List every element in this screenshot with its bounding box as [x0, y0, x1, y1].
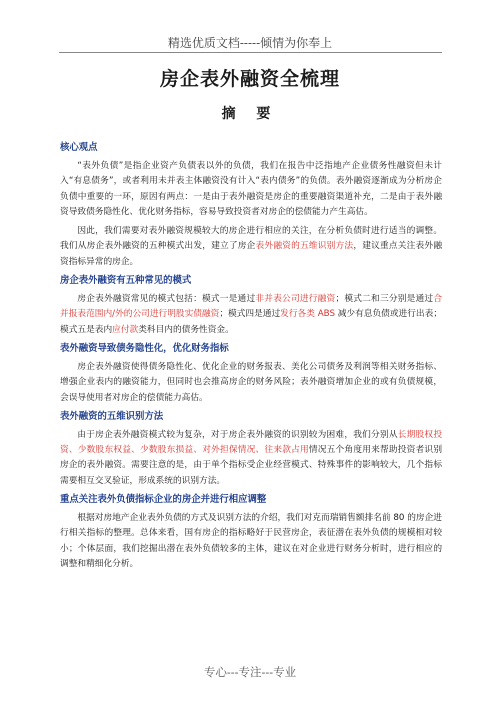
paragraph-text: 类科目内的债务性资金。	[138, 324, 234, 335]
highlighted-text: 非并表公司进行融资	[255, 294, 336, 305]
paragraph-text: 根据对房地产企业表外负债的方式及识别方法的介绍，我们对克而瑞销售额排名前 80 的房企进行相关指标的整理。总体来看，国有房企的指标略好于民营房企，表征潜在表外负债的规模相对较小；个体层面，我们挖掘出潜在表外负债较多的主体，建议在对企业进行财务分析时，进行相应的调整和精细化分析。	[60, 513, 442, 569]
paragraph-text: 房企表外融资常见的模式包括：模式一是通过	[77, 294, 256, 305]
highlighted-text: 发行各类 ABS	[280, 309, 335, 320]
header-divider	[59, 52, 442, 53]
paragraph	[60, 360, 442, 406]
paragraph	[60, 224, 442, 270]
abstract-heading: 摘 要	[221, 106, 279, 122]
paragraph-text: 由于房企表外融资模式较为复杂，对于房企表外融资的识别较为困难，我们分别从	[77, 429, 398, 440]
paragraph-text: “表外负债”是指企业资产负债表以外的负债，我们在报告中泛指地产企业债务性融资但未计入“有息债务”，或者利用未并表主体融资没有计入“表内债务”的负债。表外融资逐渐成为分析房企负债中重要的一环，原因有两点：一是由于表外融资是房企的重要融资渠道补充，二是由于表外融资导致债务隐性化、优化财务指标，容易导致投资者对房企的偿债能力产生高估。	[60, 161, 442, 217]
paragraph	[60, 292, 442, 338]
paragraph	[60, 511, 442, 572]
paragraph-text: ，建议重点关注表外融资指标异常的房企。	[60, 241, 443, 267]
paragraph	[60, 159, 442, 220]
paragraph-text: ；模式二和三分别是通过	[335, 294, 434, 305]
paragraph-text: 减少有息负债或进行出表；模式五是表内	[60, 309, 443, 335]
highlighted-text: 合并报表范围内/外的公司进行明股实债融资	[60, 294, 443, 320]
document-title: 房企表外融资全梳理	[159, 68, 340, 90]
document-body	[60, 142, 442, 577]
page-footer: 专心---专注---专业	[203, 665, 297, 679]
section-heading-core-views: 核心观点	[60, 142, 98, 153]
paragraph	[60, 428, 442, 489]
highlighted-text: 表外融资的五维识别方法	[255, 241, 354, 252]
section-heading-identification-method: 表外融资的五维识别方法	[60, 410, 164, 422]
page-header: 精选优质文档-----倾情为你奉上	[167, 36, 333, 50]
paragraph-text: ；模式四是通过	[219, 309, 281, 320]
highlighted-text: 长期股权投资、少数股东权益、少数股东损益、对外担保情况、往来款占用	[60, 429, 443, 456]
section-heading-key-focus: 重点关注表外负债指标企业的房企并进行相应调整	[60, 494, 267, 506]
paragraph-text: 情况五个角度用来帮助投资者识别房企的表外融资。需要注意的是，由于单个指标受企业经营模式、特殊事件的影响较大，几个指标需要相互交叉验证，形成系统的识别方法。	[60, 445, 443, 486]
section-heading-five-modes: 房企表外融资有五种常见的模式	[60, 275, 192, 287]
section-heading-debt-hidden: 表外融资导致债务隐性化，优化财务指标	[60, 342, 229, 354]
paragraph-text: 房企表外融资使得债务隐性化、优化企业的财务报表、美化公司债务及利润等相关财务指标、增强企业表内的融资能力，但同时也会推高房企的财务风险；表外融资增加企业的或有负债规模，会误导使用者对房企的偿债能力高估。	[60, 361, 442, 403]
paragraph-text: 因此，我们需要对表外融资规模较大的房企进行相应的关注，在分析负债时进行适当的调整。我们从房企表外融资的五种模式出发，建立了房企	[60, 226, 442, 252]
highlighted-text: 应付款	[112, 324, 139, 335]
